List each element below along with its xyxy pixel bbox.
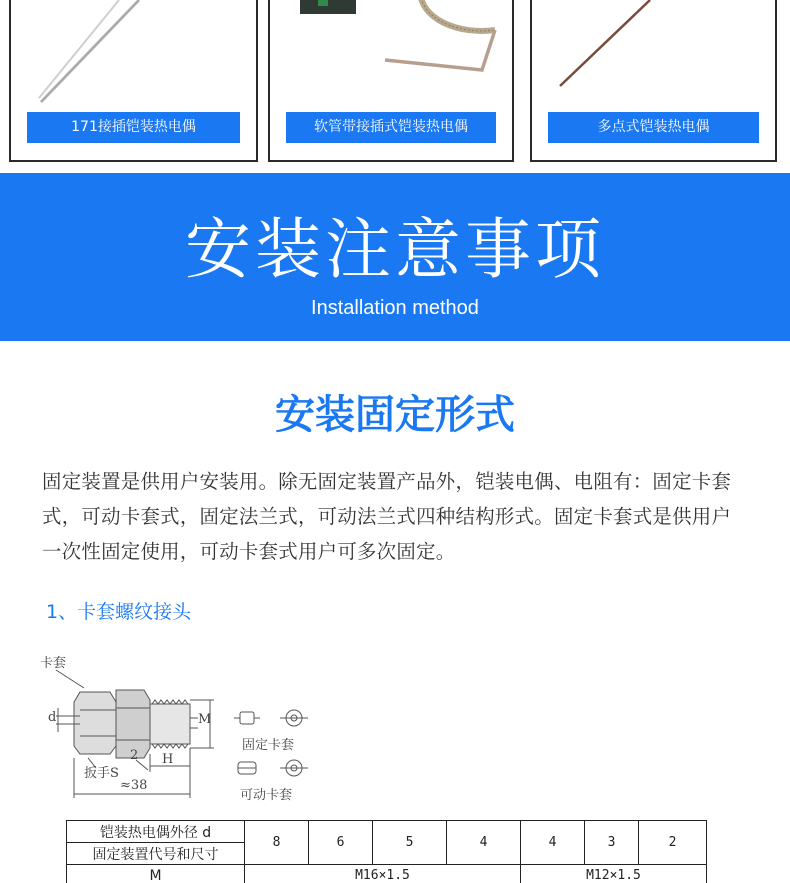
product-label: 多点式铠装热电偶 <box>548 112 759 143</box>
table-header-fixture: 固定装置代号和尺寸 <box>67 843 245 865</box>
label-movable-ferrule: 可动卡套 <box>240 788 293 803</box>
product-label: 171接插铠装热电偶 <box>27 112 240 143</box>
table-cell-thread-b: M12×1.5 <box>521 865 707 883</box>
banner-subtitle: Installation method <box>311 297 479 319</box>
spec-table <box>66 820 707 883</box>
product-card-171[interactable] <box>9 0 258 162</box>
table-cell: 4 <box>521 821 585 865</box>
table-cell-thread-a: M16×1.5 <box>245 865 521 883</box>
label-2: 2 <box>130 748 139 763</box>
label-d: d <box>48 710 57 725</box>
table-cell: 3 <box>585 821 639 865</box>
label-wrench: 扳手S <box>84 766 119 781</box>
table-cell: 8 <box>245 821 309 865</box>
product-card-hose[interactable] <box>268 0 514 162</box>
label-H: H <box>162 752 174 767</box>
label-M: M <box>198 712 212 727</box>
label-ferrule: 卡套 <box>40 656 67 671</box>
table-row <box>67 821 707 843</box>
label-38: ≈38 <box>120 778 148 793</box>
installation-banner <box>0 173 790 341</box>
banner-title: 安装注意事项 <box>185 211 605 288</box>
product-cards <box>0 0 790 165</box>
ferrule-fitting-diagram <box>36 648 326 808</box>
table-cell: 2 <box>639 821 707 865</box>
table-header-diameter: 铠装热电偶外径 d <box>67 821 245 843</box>
subsection-heading: 1、卡套螺纹接头 <box>46 601 192 623</box>
table-cell: 6 <box>309 821 373 865</box>
product-card-multipoint[interactable] <box>530 0 777 162</box>
section-paragraph: 固定装置是供用户安装用。除无固定装置产品外，铠装电偶、电阻有：固定卡套式，可动卡套式，固定法兰式，可动法兰式四种结构形式。固定卡套式是供用户一次性固定使用，可动卡套式用户可多次固定。 <box>42 470 732 563</box>
table-cell: 5 <box>373 821 447 865</box>
table-row <box>67 865 707 883</box>
product-label: 软管带接插式铠装热电偶 <box>286 112 496 143</box>
table-cell: 4 <box>447 821 521 865</box>
label-fixed-ferrule: 固定卡套 <box>242 738 295 753</box>
table-header-M: M <box>67 865 245 883</box>
section-title: 安装固定形式 <box>275 392 515 438</box>
